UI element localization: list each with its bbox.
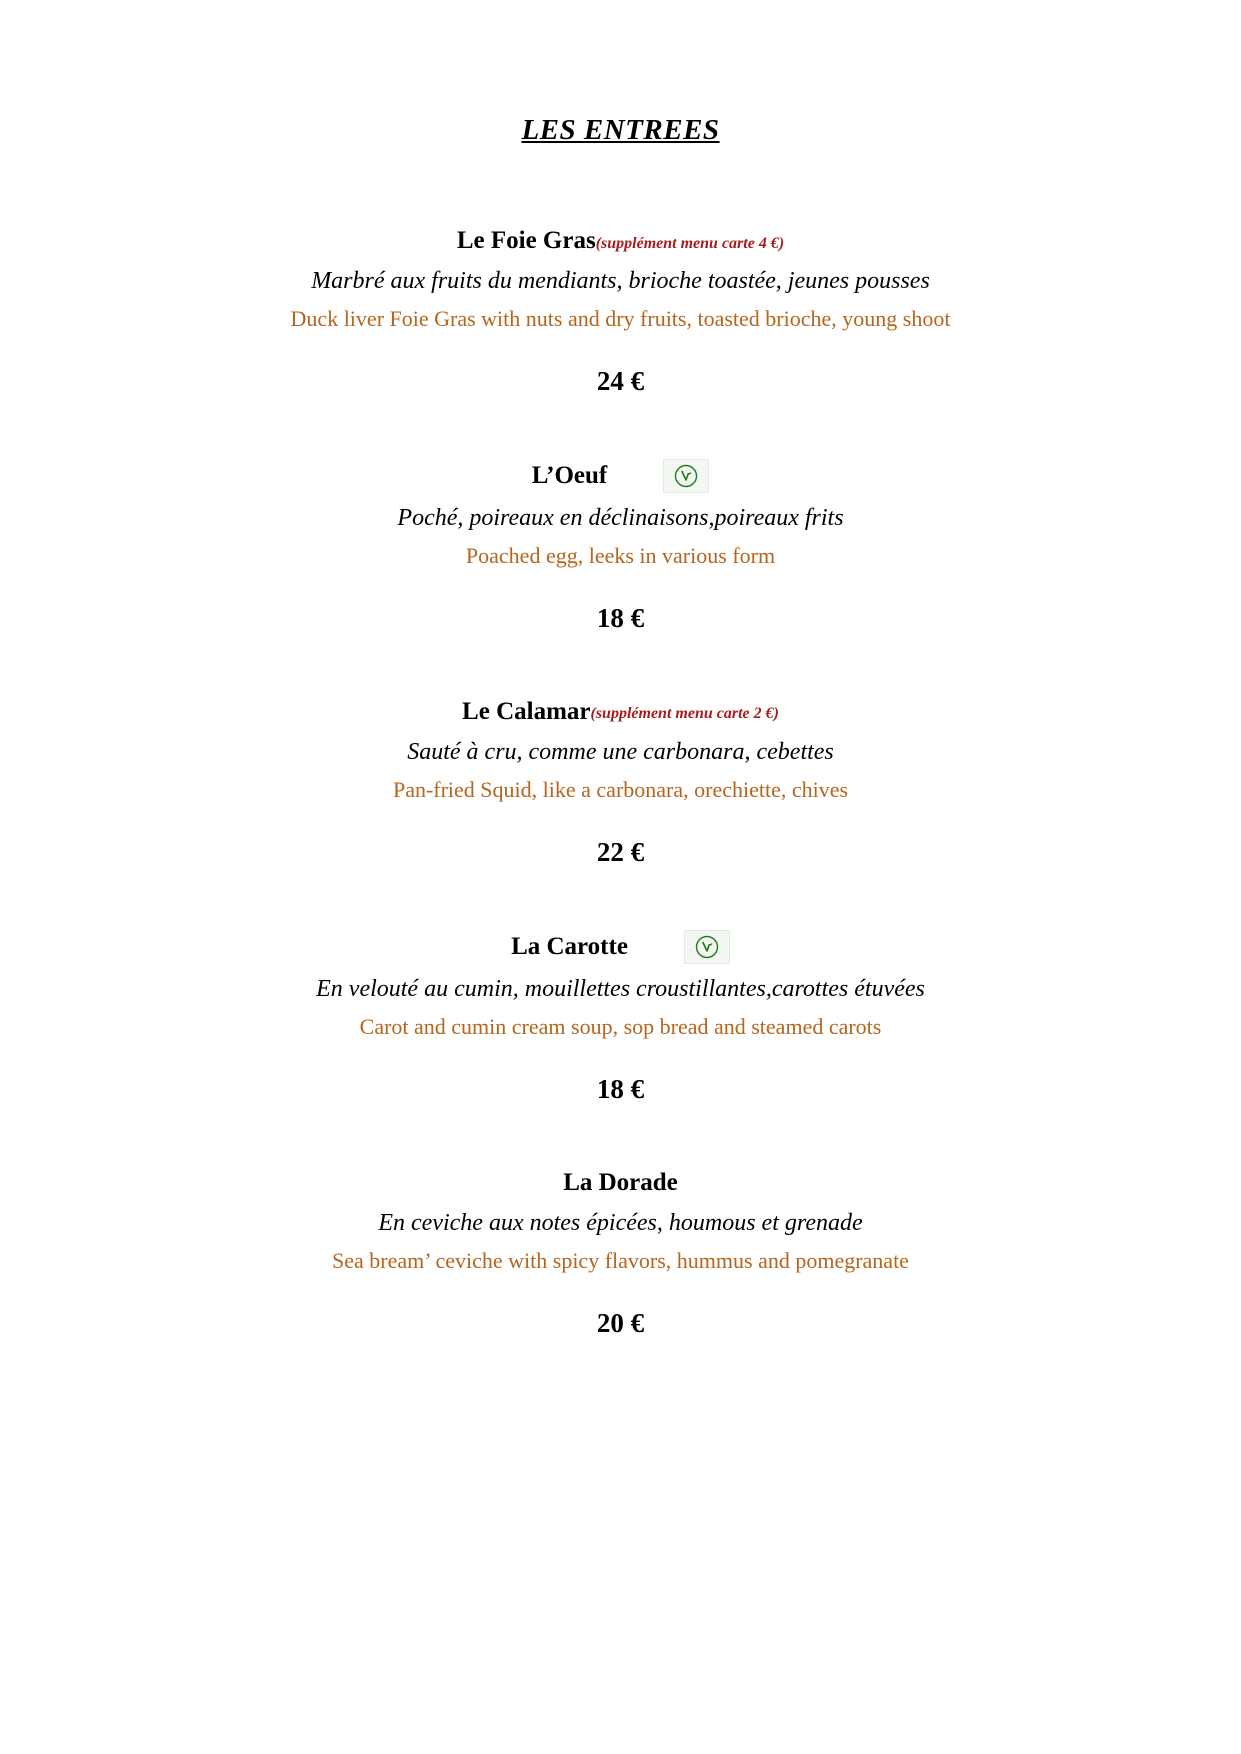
vegetarian-icon bbox=[663, 459, 709, 493]
menu-item-heading bbox=[110, 225, 1131, 256]
menu-item bbox=[110, 1167, 1131, 1339]
menu-item-description-fr: Sauté à cru, comme une carbonara, cebettes bbox=[407, 739, 834, 766]
menu-item-description-en: Sea bream’ ceviche with spicy flavors, hummus and pomegranate bbox=[332, 1248, 909, 1274]
menu-item bbox=[110, 459, 1131, 634]
menu-item bbox=[110, 225, 1131, 397]
menu-item-heading bbox=[110, 1167, 1131, 1198]
menu-item-description-en: Poached egg, leeks in various form bbox=[465, 543, 776, 569]
menu-item-price: 18 € bbox=[596, 602, 645, 633]
menu-item-name: L’Oeuf bbox=[531, 462, 608, 490]
menu-item-description-fr: Poché, poireaux en déclinaisons,poireaux frits bbox=[397, 505, 844, 532]
vegetarian-icon bbox=[684, 930, 730, 964]
menu-item-description-fr: En velouté au cumin, mouillettes croustillantes,carottes étuvées bbox=[316, 975, 925, 1002]
menu-item-description-fr: En ceviche aux notes épicées, houmous et grenade bbox=[378, 1209, 863, 1236]
menu-item-name: La Carotte bbox=[511, 933, 628, 961]
menu-item-description-en: Carot and cumin cream soup, sop bread and steamed carots bbox=[359, 1014, 882, 1040]
menu-item-heading bbox=[110, 930, 1131, 964]
menu-item bbox=[110, 696, 1131, 868]
menu-item-name: La Dorade bbox=[563, 1168, 678, 1196]
menu-item-description-en: Pan-fried Squid, like a carbonara, orechiette, chives bbox=[392, 777, 849, 803]
menu-item-price: 22 € bbox=[596, 836, 645, 867]
menu-item-description-en: Duck liver Foie Gras with nuts and dry fruits, toasted brioche, young shoot bbox=[290, 306, 951, 332]
menu-item-description-fr: Marbré aux fruits du mendiants, brioche toastée, jeunes pousses bbox=[311, 268, 930, 295]
page-title: LES ENTREES bbox=[521, 114, 720, 146]
menu-item-name: Le Calamar bbox=[462, 697, 591, 725]
menu-items-list bbox=[110, 225, 1131, 1339]
menu-item-supplement: (supplément menu carte 2 €) bbox=[590, 705, 779, 723]
menu-item-heading bbox=[110, 696, 1131, 727]
menu-item-price: 24 € bbox=[596, 366, 645, 397]
menu-item-heading bbox=[110, 459, 1131, 493]
menu-item-supplement: (supplément menu carte 4 €) bbox=[595, 234, 785, 252]
menu-item-price: 18 € bbox=[596, 1073, 645, 1104]
menu-item-price: 20 € bbox=[596, 1307, 645, 1338]
menu-item bbox=[110, 930, 1131, 1105]
menu-item-name: Le Foie Gras bbox=[456, 227, 596, 254]
